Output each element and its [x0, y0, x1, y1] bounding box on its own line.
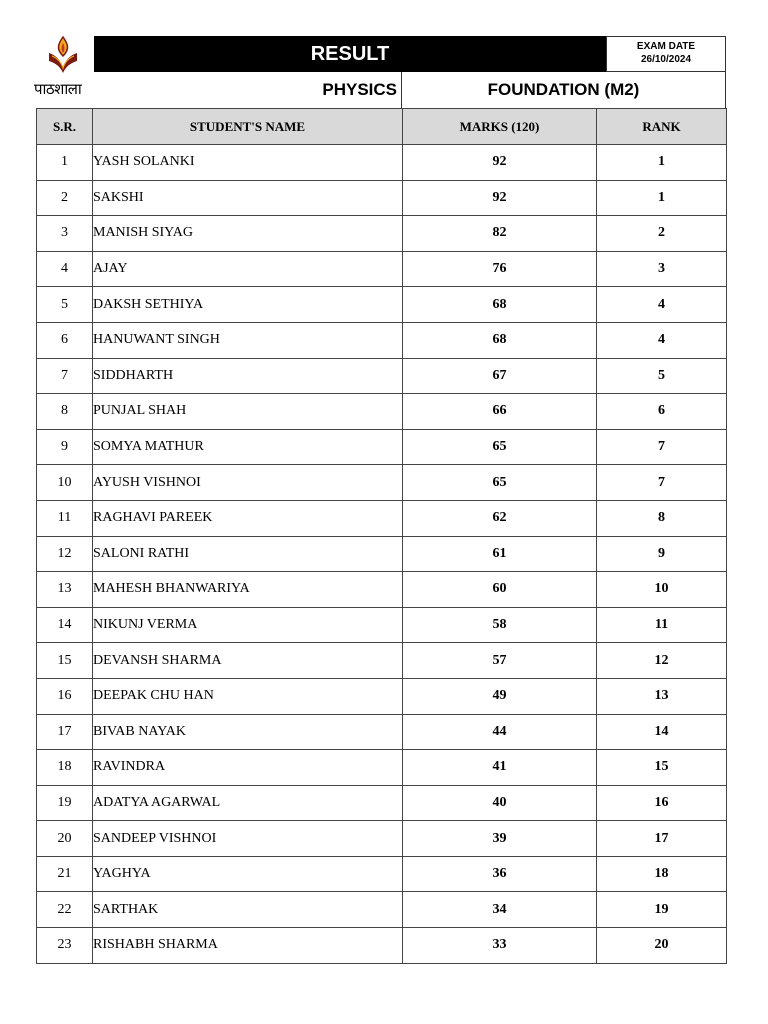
table-row — [37, 785, 727, 821]
student-name-cell: RAGHAVI PAREEK — [93, 500, 403, 536]
table-row — [37, 287, 727, 323]
marks-cell: 92 — [403, 145, 597, 181]
marks-cell: 49 — [403, 678, 597, 714]
table-row — [37, 216, 727, 252]
marks-cell: 44 — [403, 714, 597, 750]
student-name-cell: SANDEEP VISHNOI — [93, 821, 403, 857]
table-row — [37, 394, 727, 430]
table-row — [37, 856, 727, 892]
table-row — [37, 180, 727, 216]
rank-cell: 20 — [597, 928, 727, 964]
serial-cell: 23 — [37, 928, 93, 964]
table-row — [37, 714, 727, 750]
flame-book-logo-icon — [46, 35, 80, 75]
student-name-cell: AYUSH VISHNOI — [93, 465, 403, 501]
rank-cell: 17 — [597, 821, 727, 857]
table-row — [37, 572, 727, 608]
marks-cell: 36 — [403, 856, 597, 892]
marks-cell: 57 — [403, 643, 597, 679]
student-name-cell: SALONI RATHI — [93, 536, 403, 572]
column-header-name: STUDENT'S NAME — [93, 109, 403, 145]
table-header-row — [37, 109, 727, 145]
student-name-cell: HANUWANT SINGH — [93, 322, 403, 358]
student-name-cell: PUNJAL SHAH — [93, 394, 403, 430]
subject-title: PHYSICS — [94, 72, 402, 108]
marks-cell: 68 — [403, 287, 597, 323]
rank-cell: 4 — [597, 287, 727, 323]
serial-cell: 10 — [37, 465, 93, 501]
marks-cell: 66 — [403, 394, 597, 430]
serial-cell: 11 — [37, 500, 93, 536]
table-row — [37, 821, 727, 857]
serial-cell: 9 — [37, 429, 93, 465]
marks-cell: 67 — [403, 358, 597, 394]
rank-cell: 12 — [597, 643, 727, 679]
serial-cell: 17 — [37, 714, 93, 750]
serial-cell: 22 — [37, 892, 93, 928]
serial-cell: 5 — [37, 287, 93, 323]
student-name-cell: SARTHAK — [93, 892, 403, 928]
result-title: RESULT — [94, 36, 606, 72]
student-name-cell: SOMYA MATHUR — [93, 429, 403, 465]
rank-cell: 10 — [597, 572, 727, 608]
serial-cell: 3 — [37, 216, 93, 252]
rank-cell: 7 — [597, 429, 727, 465]
student-name-cell: YASH SOLANKI — [93, 145, 403, 181]
serial-cell: 20 — [37, 821, 93, 857]
student-name-cell: MAHESH BHANWARIYA — [93, 572, 403, 608]
rank-cell: 4 — [597, 322, 727, 358]
student-name-cell: ADATYA AGARWAL — [93, 785, 403, 821]
batch-title: FOUNDATION (M2) — [402, 72, 726, 108]
rank-cell: 6 — [597, 394, 727, 430]
exam-date-box — [606, 36, 726, 72]
marks-cell: 33 — [403, 928, 597, 964]
rank-cell: 14 — [597, 714, 727, 750]
table-row — [37, 536, 727, 572]
student-name-cell: SIDDHARTH — [93, 358, 403, 394]
table-row — [37, 322, 727, 358]
student-name-cell: NIKUNJ VERMA — [93, 607, 403, 643]
serial-cell: 6 — [37, 322, 93, 358]
rank-cell: 19 — [597, 892, 727, 928]
table-row — [37, 750, 727, 786]
column-header-rank: RANK — [597, 109, 727, 145]
rank-cell: 1 — [597, 145, 727, 181]
marks-cell: 41 — [403, 750, 597, 786]
exam-date-value: 26/10/2024 — [640, 54, 692, 65]
marks-cell: 61 — [403, 536, 597, 572]
serial-cell: 12 — [37, 536, 93, 572]
column-header-marks: MARKS (120) — [403, 109, 597, 145]
column-header-sr: S.R. — [37, 109, 93, 145]
table-row — [37, 500, 727, 536]
rank-cell: 16 — [597, 785, 727, 821]
serial-cell: 2 — [37, 180, 93, 216]
marks-cell: 62 — [403, 500, 597, 536]
rank-cell: 3 — [597, 251, 727, 287]
student-name-cell: AJAY — [93, 251, 403, 287]
marks-cell: 34 — [403, 892, 597, 928]
rank-cell: 13 — [597, 678, 727, 714]
marks-cell: 60 — [403, 572, 597, 608]
serial-cell: 8 — [37, 394, 93, 430]
serial-cell: 21 — [37, 856, 93, 892]
student-name-cell: DEVANSH SHARMA — [93, 643, 403, 679]
results-table — [36, 108, 727, 964]
table-row — [37, 678, 727, 714]
marks-cell: 58 — [403, 607, 597, 643]
serial-cell: 15 — [37, 643, 93, 679]
marks-cell: 68 — [403, 322, 597, 358]
marks-cell: 82 — [403, 216, 597, 252]
serial-cell: 18 — [37, 750, 93, 786]
rank-cell: 2 — [597, 216, 727, 252]
serial-cell: 13 — [37, 572, 93, 608]
marks-cell: 39 — [403, 821, 597, 857]
marks-cell: 92 — [403, 180, 597, 216]
student-name-cell: RAVINDRA — [93, 750, 403, 786]
student-name-cell: SAKSHI — [93, 180, 403, 216]
student-name-cell: MANISH SIYAG — [93, 216, 403, 252]
rank-cell: 8 — [597, 500, 727, 536]
rank-cell: 18 — [597, 856, 727, 892]
serial-cell: 19 — [37, 785, 93, 821]
table-row — [37, 643, 727, 679]
rank-cell: 5 — [597, 358, 727, 394]
marks-cell: 76 — [403, 251, 597, 287]
table-row — [37, 892, 727, 928]
rank-cell: 11 — [597, 607, 727, 643]
logo-text: पाठशाला — [34, 80, 82, 98]
serial-cell: 16 — [37, 678, 93, 714]
student-name-cell: RISHABH SHARMA — [93, 928, 403, 964]
serial-cell: 1 — [37, 145, 93, 181]
rank-cell: 7 — [597, 465, 727, 501]
serial-cell: 4 — [37, 251, 93, 287]
serial-cell: 14 — [37, 607, 93, 643]
rank-cell: 15 — [597, 750, 727, 786]
table-row — [37, 358, 727, 394]
table-row — [37, 928, 727, 964]
table-row — [37, 429, 727, 465]
marks-cell: 40 — [403, 785, 597, 821]
serial-cell: 7 — [37, 358, 93, 394]
student-name-cell: DEEPAK CHU HAN — [93, 678, 403, 714]
table-row — [37, 465, 727, 501]
exam-date-label: EXAM DATE — [636, 41, 696, 52]
rank-cell: 1 — [597, 180, 727, 216]
student-name-cell: YAGHYA — [93, 856, 403, 892]
student-name-cell: BIVAB NAYAK — [93, 714, 403, 750]
rank-cell: 9 — [597, 536, 727, 572]
student-name-cell: DAKSH SETHIYA — [93, 287, 403, 323]
marks-cell: 65 — [403, 429, 597, 465]
logo — [34, 35, 94, 109]
table-row — [37, 607, 727, 643]
marks-cell: 65 — [403, 465, 597, 501]
table-row — [37, 251, 727, 287]
table-row — [37, 145, 727, 181]
